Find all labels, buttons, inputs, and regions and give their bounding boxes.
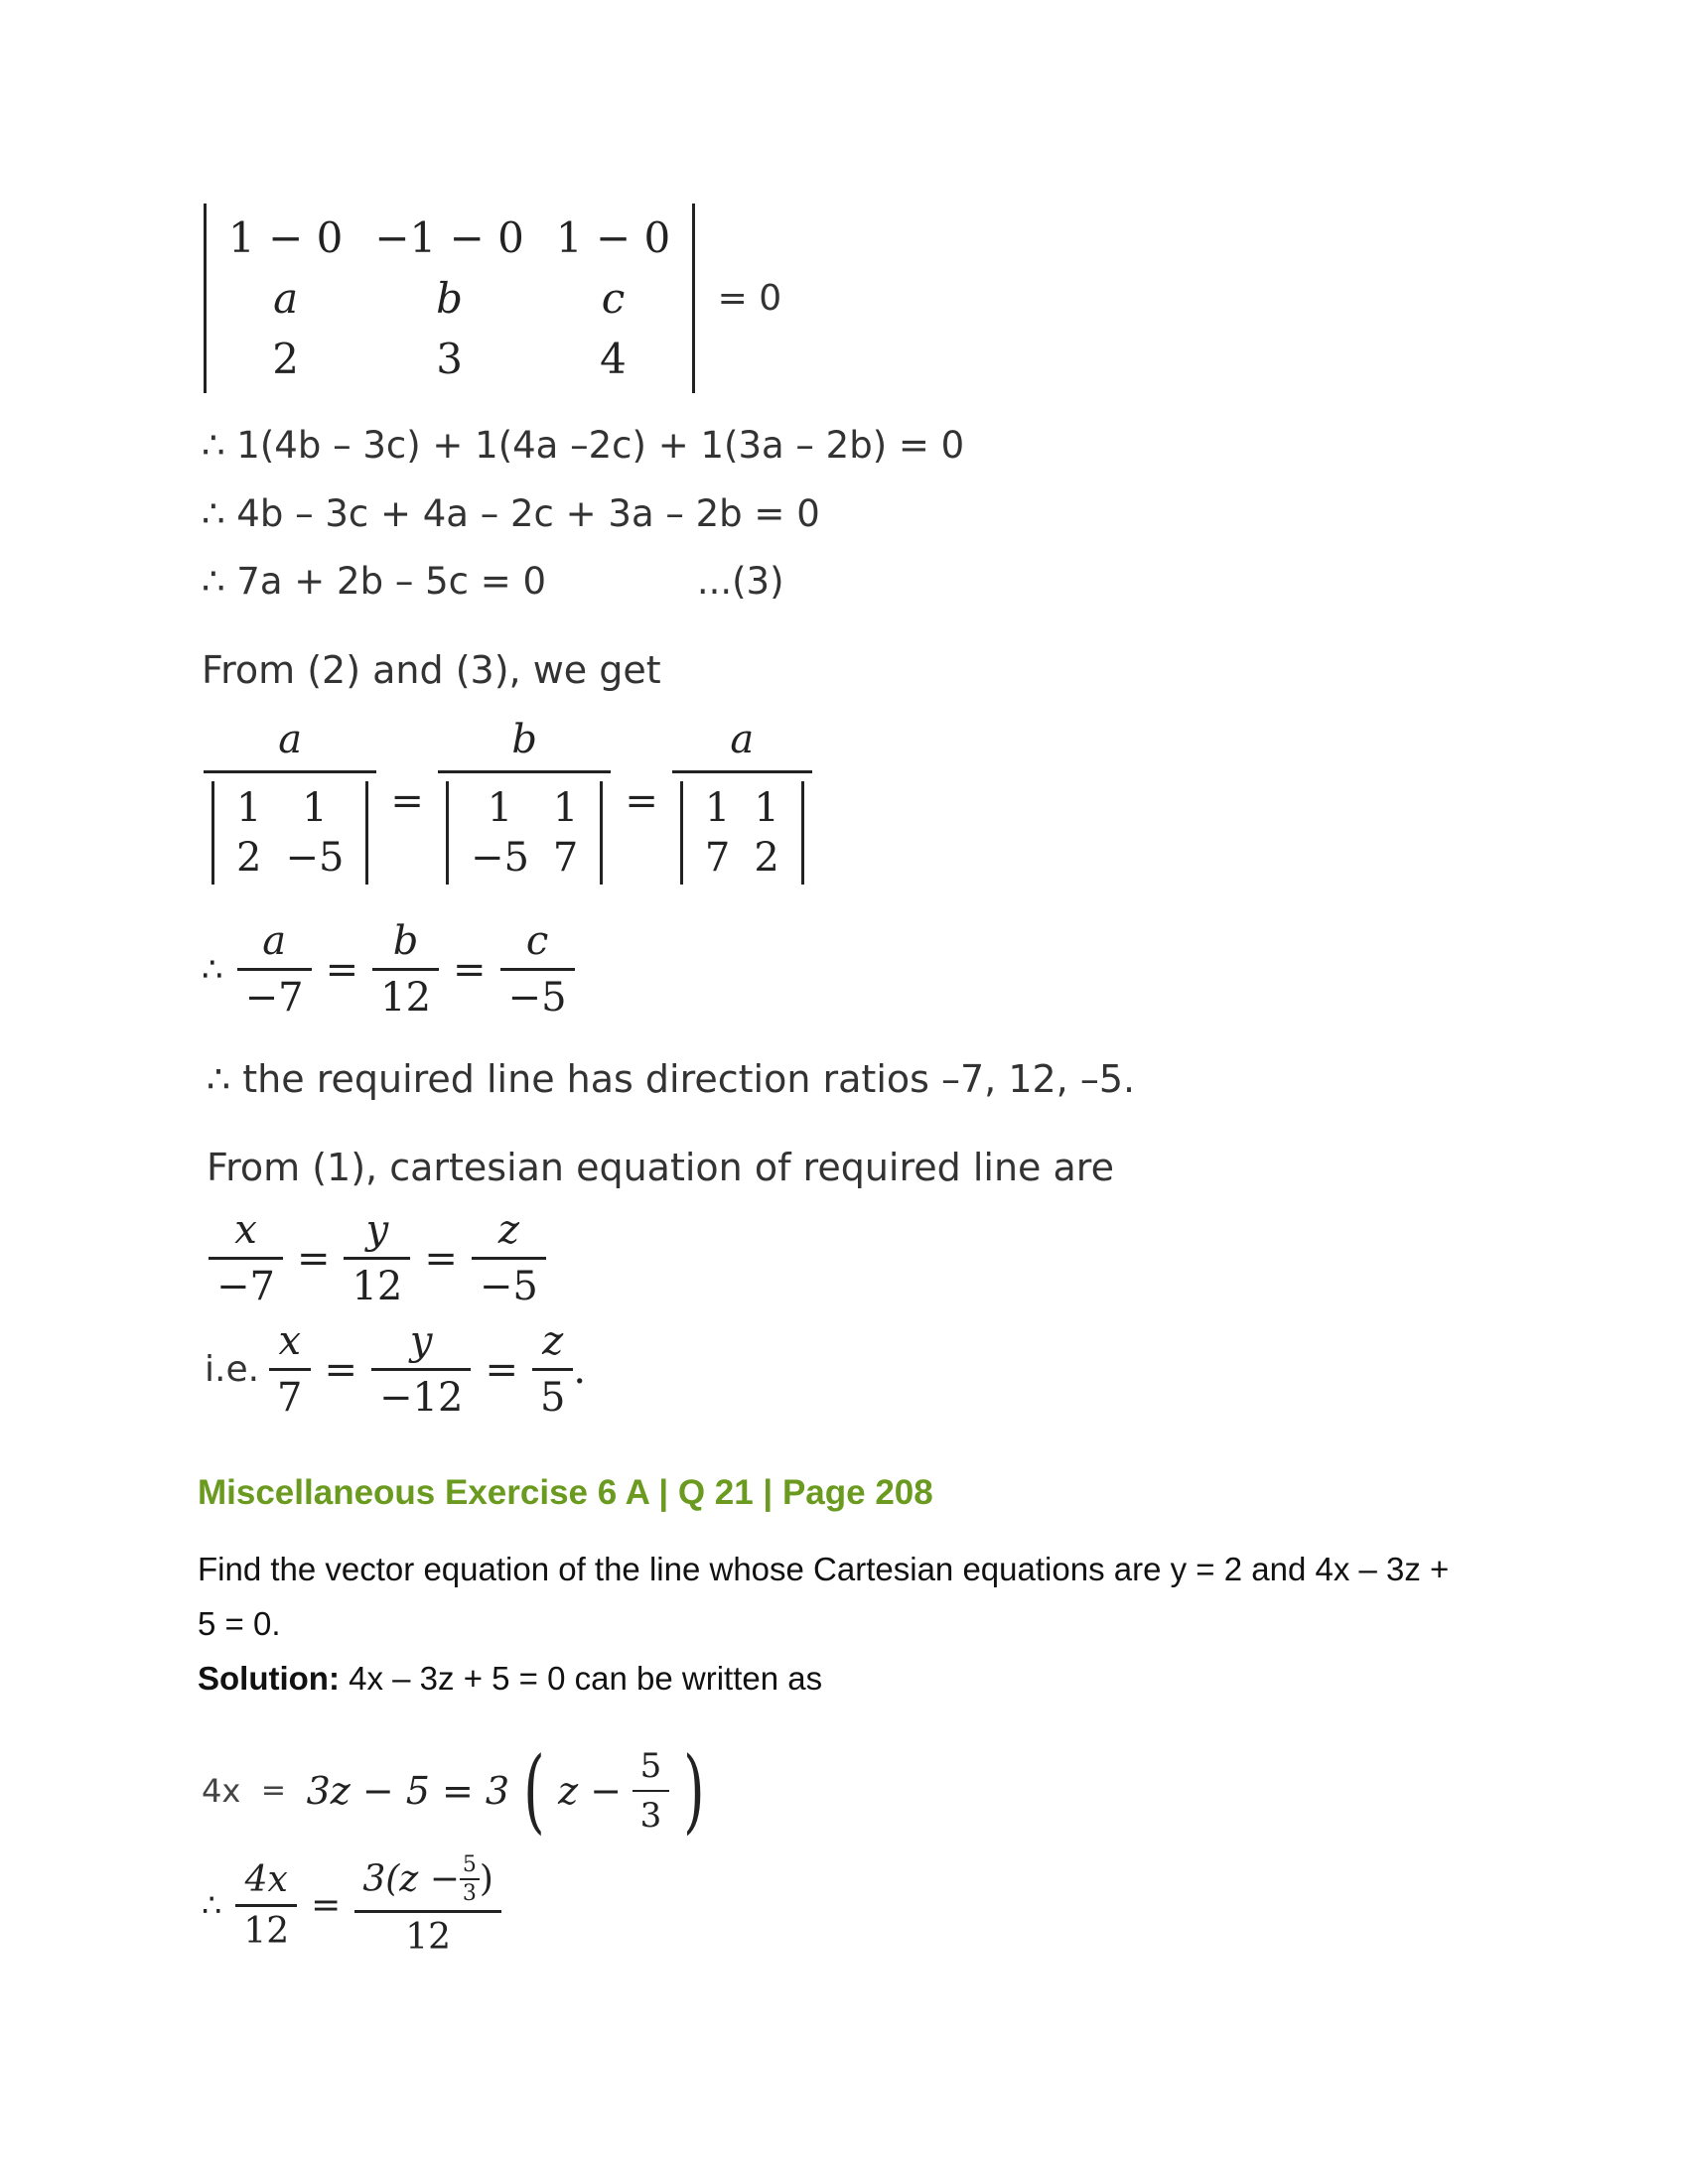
fraction bbox=[633, 1746, 670, 1836]
equals-sign: = bbox=[296, 1235, 331, 1282]
determinant-2x2 bbox=[211, 781, 368, 885]
question-heading: Miscellaneous Exercise 6 A | Q 21 | Page 208 bbox=[198, 1473, 933, 1512]
equals-sign: = bbox=[325, 946, 359, 993]
det-cell: 1 bbox=[552, 785, 579, 831]
equals-sign: = bbox=[311, 1884, 342, 1926]
det-cell: 1 bbox=[302, 785, 328, 831]
direction-ratios-text: ∴ the required line has direction ratios –7, 12, –5. bbox=[207, 1057, 1136, 1101]
det-cell: 1 − 0 bbox=[555, 213, 671, 262]
det-cell: 1 bbox=[754, 785, 779, 831]
right-paren: ) bbox=[683, 1737, 705, 1843]
det-cell: 1 bbox=[236, 785, 262, 831]
equation-a bbox=[202, 1737, 708, 1843]
fraction bbox=[237, 918, 312, 1021]
ratio-determinants bbox=[204, 717, 812, 885]
equation-b bbox=[202, 1852, 501, 1958]
fraction bbox=[672, 717, 812, 885]
therefore-symbol: ∴ bbox=[202, 1886, 222, 1924]
fraction-denominator: 3 bbox=[639, 1795, 662, 1836]
left-paren: ( bbox=[522, 1737, 545, 1843]
fraction-denominator: 5 bbox=[539, 1375, 566, 1421]
expansion-line-3 bbox=[202, 560, 784, 603]
eq-a-lhs: 4x bbox=[202, 1771, 241, 1810]
fraction-numerator: 5 bbox=[633, 1746, 670, 1792]
question-line-2: 5 = 0. bbox=[198, 1605, 281, 1642]
det-cell: c bbox=[601, 274, 626, 323]
det-cell: 4 bbox=[600, 335, 627, 383]
det-cell: 3 bbox=[436, 335, 463, 383]
equals-sign: = bbox=[260, 1773, 286, 1808]
det-cell: a bbox=[273, 274, 299, 323]
fraction bbox=[269, 1318, 310, 1421]
question-line-1: Find the vector equation of the line whose Cartesian equations are y = 2 and 4x – 3z + bbox=[198, 1551, 1450, 1587]
fraction bbox=[209, 1207, 283, 1309]
expansion-line-3-eq: ∴ 7a + 2b – 5c = 0 bbox=[202, 560, 547, 603]
therefore-symbol: ∴ bbox=[202, 949, 223, 990]
solution-line bbox=[198, 1660, 822, 1698]
equals-sign: = bbox=[424, 1235, 458, 1282]
fraction-numerator: x bbox=[269, 1318, 310, 1371]
determinant-equation bbox=[204, 204, 781, 393]
fraction-numerator: z bbox=[532, 1318, 573, 1371]
det-cell: 2 bbox=[236, 835, 262, 881]
det-cell: 7 bbox=[552, 835, 579, 881]
rhs-numerator-post: ) bbox=[479, 1858, 493, 1900]
det-cell: −5 bbox=[470, 835, 529, 881]
fraction-numerator: c bbox=[500, 918, 575, 971]
det-cell: b bbox=[436, 274, 464, 323]
equals-sign: = bbox=[453, 946, 487, 993]
fraction-numerator: b bbox=[372, 918, 439, 971]
fraction-denominator: −7 bbox=[244, 975, 304, 1021]
fraction bbox=[354, 1852, 501, 1958]
det-cell: −1 − 0 bbox=[374, 213, 524, 262]
cartesian-equation-2 bbox=[205, 1318, 586, 1421]
determinant-3x3 bbox=[204, 204, 695, 393]
fraction-numerator bbox=[354, 1852, 501, 1913]
cartesian-equation-1 bbox=[209, 1207, 546, 1309]
fraction-numerator: 5 bbox=[460, 1852, 480, 1880]
fraction-numerator: y bbox=[344, 1207, 410, 1260]
fraction-denominator: 12 bbox=[352, 1264, 403, 1309]
fraction-denominator: 12 bbox=[405, 1917, 452, 1958]
det-cell: −5 bbox=[285, 835, 345, 881]
fraction-denominator: 12 bbox=[380, 975, 432, 1021]
determinant-2x2 bbox=[680, 781, 804, 885]
fraction bbox=[235, 1859, 297, 1952]
fraction bbox=[344, 1207, 410, 1309]
eq-a-middle: 3z − 5 = 3 bbox=[306, 1768, 510, 1813]
equals-sign: = bbox=[324, 1346, 358, 1393]
ie-prefix: i.e. bbox=[205, 1349, 260, 1390]
fraction-denominator: 3 bbox=[462, 1881, 477, 1906]
det-cell: 2 bbox=[272, 335, 300, 383]
equals-sign: = bbox=[390, 777, 424, 824]
fraction bbox=[372, 918, 439, 1021]
fraction bbox=[500, 918, 575, 1021]
equals-sign: = bbox=[625, 777, 658, 824]
fraction-denominator: 12 bbox=[243, 1910, 290, 1952]
simplified-ratio bbox=[202, 918, 575, 1021]
eq-a-inner: z − bbox=[558, 1768, 623, 1813]
fraction bbox=[532, 1318, 573, 1421]
det-cell: 2 bbox=[754, 835, 779, 881]
fraction bbox=[204, 717, 376, 885]
fraction-numerator: x bbox=[209, 1207, 283, 1260]
solution-label: Solution: bbox=[198, 1660, 340, 1697]
expansion-line-1: ∴ 1(4b – 3c) + 1(4a –2c) + 1(3a – 2b) = 0 bbox=[202, 424, 965, 467]
from-2-and-3-text: From (2) and (3), we get bbox=[202, 648, 661, 692]
fraction-denominator: −12 bbox=[379, 1375, 464, 1421]
solution-text: 4x – 3z + 5 = 0 can be written as bbox=[339, 1660, 823, 1697]
period: . bbox=[573, 1346, 587, 1393]
fraction-denominator: −7 bbox=[216, 1264, 275, 1309]
fraction bbox=[371, 1318, 471, 1421]
fraction-numerator: a bbox=[672, 717, 812, 773]
fraction-numerator: a bbox=[204, 717, 376, 773]
fraction-denominator: 7 bbox=[277, 1375, 303, 1421]
determinant-2x2 bbox=[446, 781, 603, 885]
fraction-denominator: −5 bbox=[507, 975, 567, 1021]
fraction-numerator: a bbox=[237, 918, 312, 971]
expansion-line-2: ∴ 4b – 3c + 4a – 2c + 3a – 2b = 0 bbox=[202, 492, 820, 535]
small-fraction bbox=[460, 1852, 480, 1906]
det-cell: 1 bbox=[487, 785, 513, 831]
det-rhs: = 0 bbox=[717, 278, 782, 319]
fraction-numerator: z bbox=[472, 1207, 546, 1260]
equals-sign: = bbox=[485, 1346, 518, 1393]
fraction bbox=[472, 1207, 546, 1309]
fraction-numerator: 4x bbox=[235, 1859, 297, 1907]
det-cell: 1 − 0 bbox=[228, 213, 344, 262]
fraction bbox=[438, 717, 611, 885]
equation-reference: ...(3) bbox=[696, 560, 784, 603]
det-cell: 1 bbox=[704, 785, 731, 831]
fraction-denominator: −5 bbox=[479, 1264, 538, 1309]
fraction-numerator: y bbox=[371, 1318, 471, 1371]
from-1-text: From (1), cartesian equation of required line are bbox=[207, 1146, 1114, 1189]
rhs-numerator-pre: 3(z − bbox=[362, 1858, 460, 1900]
fraction-numerator: b bbox=[438, 717, 611, 773]
det-cell: 7 bbox=[704, 835, 731, 881]
